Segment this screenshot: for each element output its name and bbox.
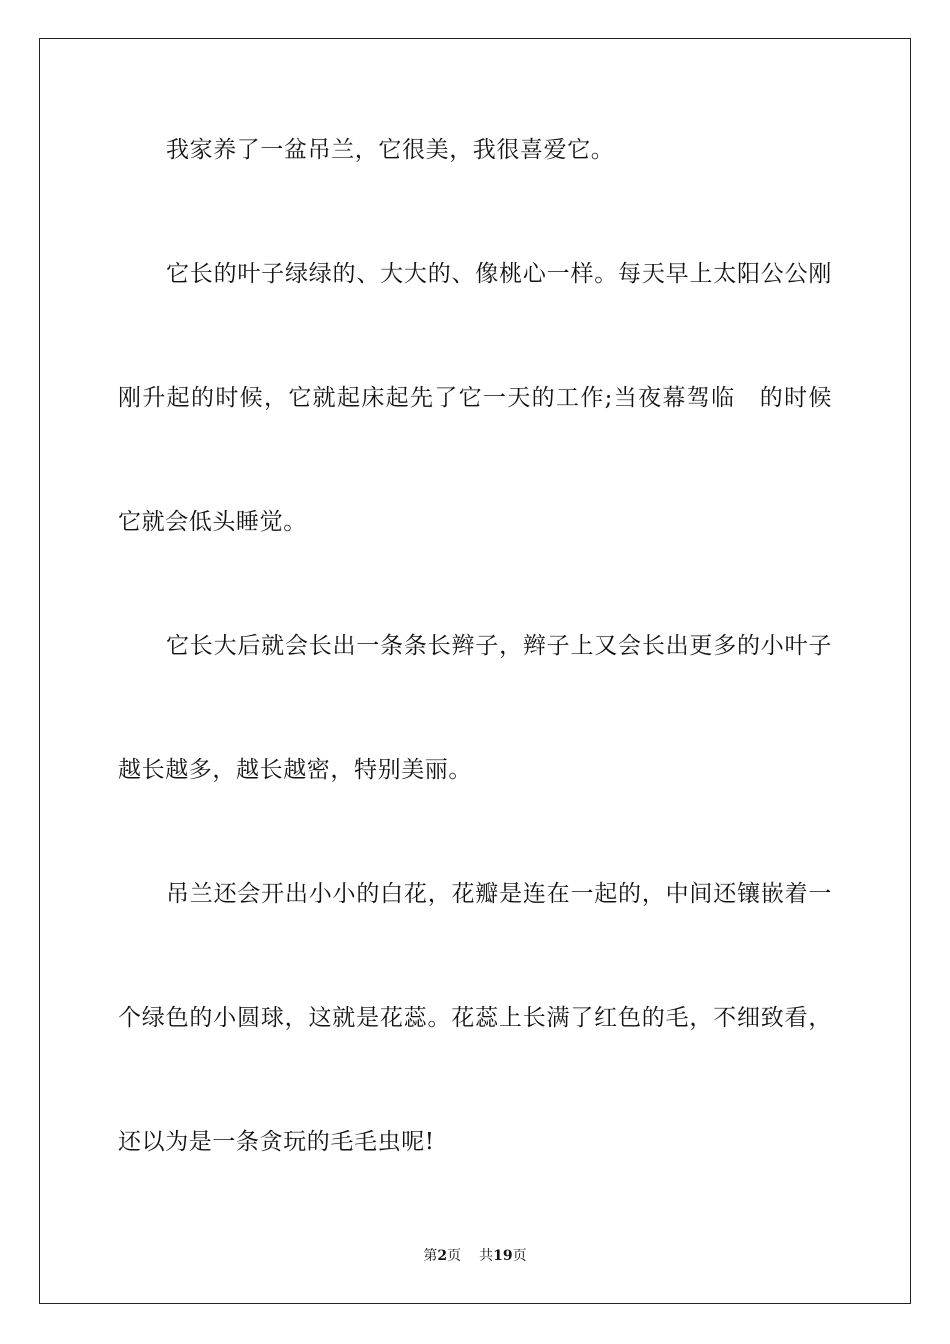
paragraph-line: 还以为是一条贪玩的毛毛虫呢! [118,1129,435,1155]
footer-total-prefix: 共 [479,1248,494,1264]
page-border [39,38,911,1304]
footer-current-page: 2 [437,1248,448,1264]
page-footer [0,1246,950,1266]
paragraph-line: 越长越多，越长越密，特别美丽。 [118,757,472,783]
footer-page-prefix: 第 [423,1248,438,1264]
paragraph-line: 它就会低头睡觉。 [118,509,307,535]
paragraph-line: 刚升起的时候，它就起床起先了它一天的工作;当夜幕驾临 的时候 [118,385,832,411]
paragraph-line: 我家养了一盆吊兰，它很美，我很喜爱它。 [166,137,615,163]
footer-total-suffix: 页 [512,1248,527,1264]
footer-total-pages: 19 [493,1248,513,1264]
paragraph-line: 它长大后就会长出一条条长辫子，辫子上又会长出更多的小叶子 [166,633,832,659]
paragraph-line: 个绿色的小圆球，这就是花蕊。花蕊上长满了红色的毛，不细致看， [118,1005,832,1031]
paragraph-line: 它长的叶子绿绿的、大大的、像桃心一样。每天早上太阳公公刚 [166,261,832,287]
footer-page-suffix: 页 [447,1248,462,1264]
paragraph-line: 吊兰还会开出小小的白花，花瓣是连在一起的，中间还镶嵌着一 [166,881,832,907]
